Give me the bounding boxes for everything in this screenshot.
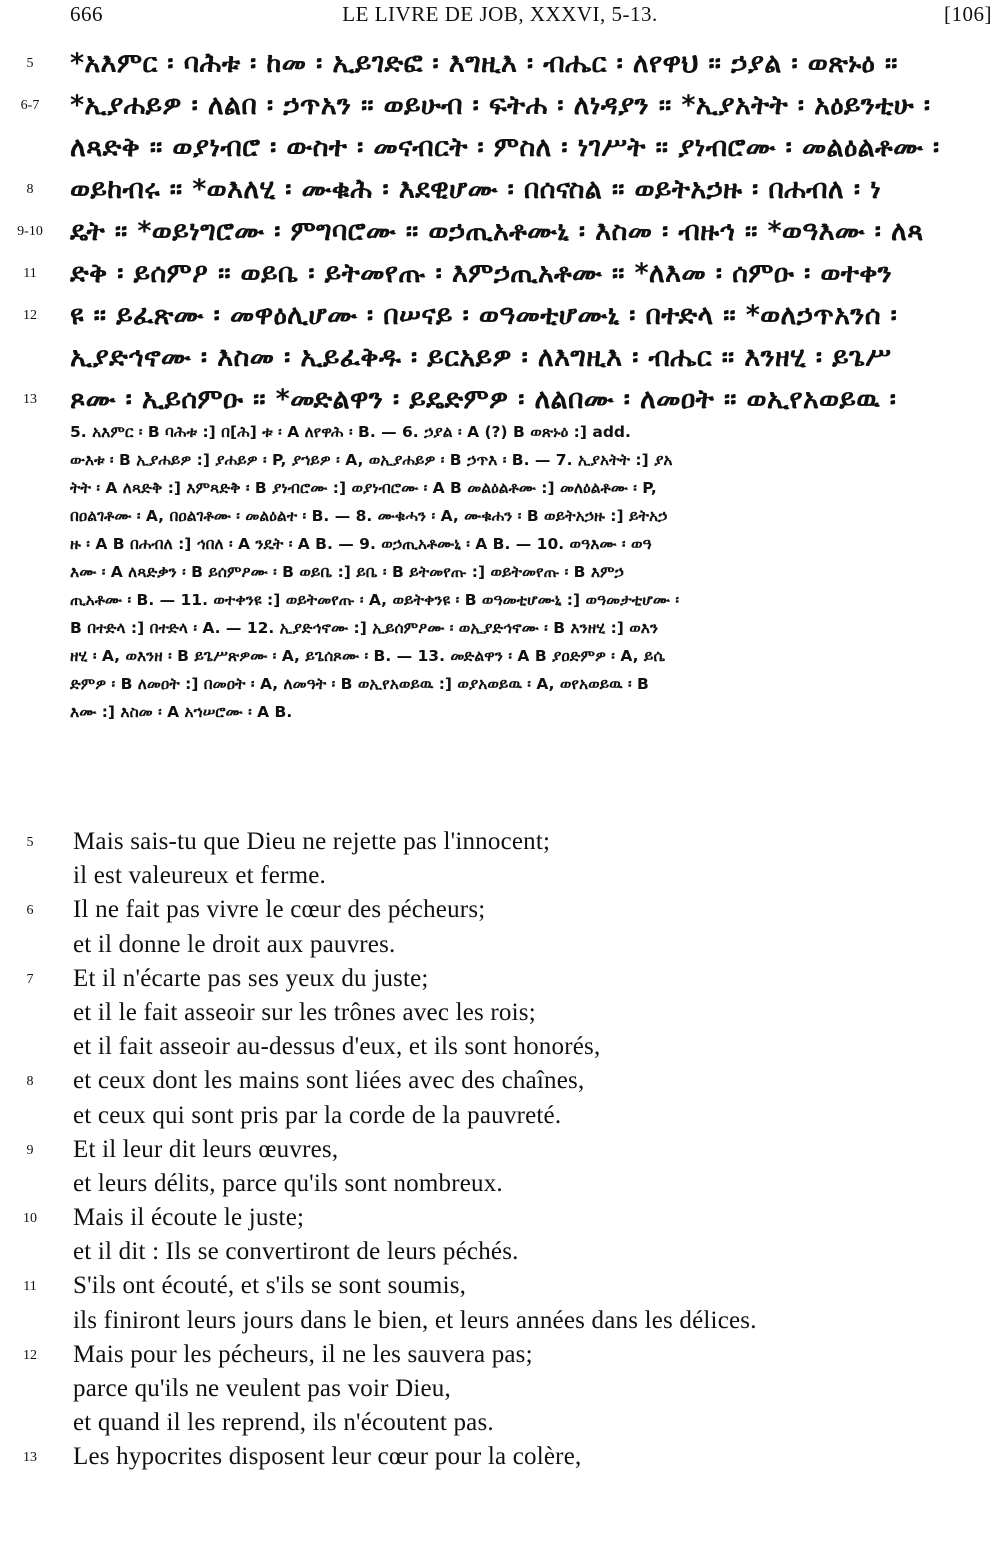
critical-apparatus <box>70 423 996 731</box>
ethiopic-line-text: ዩ ። ይፈጽሙ ፡ መዋዕሊሆሙ ፡ በሠናይ ፡ ወዓመቲሆሙኒ ፡ በተድላ ። *ወለኃጥአንሰ ፡ <box>70 300 898 331</box>
translation-line-text: Et il n'écarte pas ses yeux du juste; <box>73 964 429 992</box>
translation-line-text: Et il leur dit leurs œuvres, <box>73 1135 339 1163</box>
translation-line-text: parce qu'ils ne veulent pas voir Dieu, <box>73 1375 451 1402</box>
verse-number: 5 <box>26 835 34 850</box>
apparatus-line: ዙ ፡ A B በሐብለ :] ኅበለ ፡ A ንዴት ፡ A B. — 9. ወኃጢአቶሙኒ ፡ A B. — 10. ወዓእሙ ፡ ወዓ <box>70 535 652 553</box>
translation-line <box>0 999 1000 1033</box>
ethiopic-line-text: *አእምር ፡ ባሕቱ ፡ ከመ ፡ ኢይገድፎ ፡ እግዚእ ፡ ብሔር ፡ ለየዋህ ። ኃያል ፡ ወጽኑዕ ። <box>70 48 898 79</box>
translation-line-text: et ceux qui sont pris par la corde de la pauvreté. <box>73 1101 562 1129</box>
line-verse-number: 5 <box>26 56 34 71</box>
line-verse-number: 6-7 <box>20 98 40 113</box>
apparatus-line: 5. አእምር ፡ B ባሕቱ :] በ[ሕ] ቱ ፡ A ለየዋሕ ፡ B. — 6. ኃያል ፡ A (?) B ወጽኑዕ :] add. <box>70 423 631 441</box>
ethiopic-line <box>0 298 1000 340</box>
translation-line <box>0 1170 1000 1204</box>
translation-line <box>0 965 1000 999</box>
ethiopic-line-text: ለጻድቅ ። ወያነብሮ ፡ ውስተ ፡ መናብርት ፡ ምስለ ፡ ነገሥት ። ያነብሮሙ ፡ መልዕልቶሙ ፡ <box>70 132 940 163</box>
ethiopic-line <box>0 130 1000 172</box>
ethiopic-line-text: ኢያድኅኖሙ ፡ እስመ ፡ ኢይፈቅዱ ፡ ይርአይዎ ፡ ለእግዚእ ፡ ብሔር ። እንዘሂ ፡ ይጌሥ <box>70 342 892 373</box>
translation-line-text: Il ne fait pas vivre le cœur des pécheurs; <box>73 896 486 924</box>
translation-line <box>0 1307 1000 1341</box>
ethiopic-line-text: *ኢያሐይዎ ፡ ለልበ ፡ ኃጥአን ። ወይሁብ ፡ ፍትሐ ፡ ለነዳያን ። *ኢያአትት ፡ አዕይንቲሁ ፡ <box>70 90 931 121</box>
apparatus-line: ድምዎ ፡ B ለመዐት :] በመዐት ፡ A, ለመዓት ፡ B ወኢየአወይዉ :] ወያአወይዉ ፡ A, ወየአወይዉ ፡ B <box>70 675 649 693</box>
ethiopic-line-text: ወይከብሩ ። *ወእለሂ ፡ ሙቁሕ ፡ እደዊሆሙ ፡ በሰናስል ። ወይትአኃዙ ፡ በሐብለ ፡ ነ <box>70 174 882 205</box>
translation-line-text: Mais pour les pécheurs, il ne les sauvera pas; <box>73 1340 533 1368</box>
translation-line <box>0 862 1000 896</box>
apparatus-line: በዐልገቶሙ ፡ A, በዐልገቶሙ ፡ መልዕልተ ፡ B. — 8. ሙቁሓን ፡ A, ሙቁሐን ፡ B ወይትአኃዙ :] ይትአኃ <box>70 507 668 525</box>
ethiopic-line <box>0 46 1000 88</box>
translation-line-text: et quand il les reprend, ils n'écoutent pas. <box>73 1409 494 1437</box>
translation-line-text: et il fait asseoir au-dessus d'eux, et ils sont honorés, <box>73 1033 601 1061</box>
translation-line-text: et il le fait asseoir sur les trônes avec les rois; <box>73 998 536 1026</box>
translation-line-text: et il donne le droit aux pauvres. <box>73 930 396 958</box>
apparatus-line: B በተድላ :] በተድላ ፡ A. — 12. ኢያድኅኖሙ :] ኢይሰምዖሙ ፡ ወኢያድኅኖሙ ፡ B እንዘሂ :] ወእን <box>70 619 659 637</box>
ethiopic-text-block <box>0 46 1000 424</box>
line-verse-number: 8 <box>26 182 34 197</box>
verse-number: 7 <box>26 971 34 987</box>
apparatus-line: ዘሂ ፡ A, ወእንዘ ፡ B ይጌሥጽዎሙ ፡ A, ይጌሰጾሙ ፡ B. — 13. መድልዋን ፡ A B ያዐድምዎ ፡ A, ይሴ <box>70 647 665 665</box>
translation-line <box>0 1375 1000 1409</box>
line-verse-number: 9-10 <box>17 224 43 239</box>
translation-line-text: S'ils ont écouté, et s'ils se sont soumis, <box>73 1272 467 1300</box>
verse-number: 8 <box>26 1074 34 1090</box>
translation-line <box>0 896 1000 930</box>
page-header <box>0 2 1000 32</box>
translation-line-text: ils finiront leurs jours dans le bien, et leurs années dans les délices. <box>73 1306 757 1334</box>
translation-line-text: et leurs délits, parce qu'ils sont nombreux. <box>73 1169 503 1197</box>
translation-line <box>0 1409 1000 1443</box>
ethiopic-line <box>0 88 1000 130</box>
ethiopic-line <box>0 340 1000 382</box>
verse-number: 11 <box>23 1279 37 1295</box>
translation-line <box>0 1102 1000 1136</box>
translation-line <box>0 1067 1000 1101</box>
apparatus-line: እሙ :] እስመ ፡ A አኀሠሮሙ ፡ A B. <box>70 703 293 721</box>
french-translation-block <box>0 828 1000 1478</box>
ethiopic-line-text: ድቅ ፡ ይሰምዖ ። ወይቤ ፡ ይትመየጡ ፡ እምኃጢአቶሙ ። *ለእመ ፡ ሰምዑ ፡ ወተቀን <box>70 258 893 289</box>
translation-line <box>0 1204 1000 1238</box>
ethiopic-line <box>0 382 1000 424</box>
verse-number: 10 <box>23 1211 37 1227</box>
apparatus-line: እሙ ፡ A ለጻድቃን ፡ B ይሰምዖሙ ፡ B ወይቤ :] ይቤ ፡ B ይትመየጡ :] ወይትመየጡ ፡ B እምኃ <box>70 563 624 581</box>
translation-line <box>0 1033 1000 1067</box>
line-verse-number: 13 <box>23 392 37 407</box>
translation-line <box>0 1136 1000 1170</box>
apparatus-line: ጢአቶሙ ፡ B. — 11. ወተቀንዩ :] ወይትመየጡ ፡ A, ወይትቀንዩ ፡ B ወዓመቲሆሙኒ :] ወዓመታቲሆሙ ፡ <box>70 591 679 609</box>
ethiopic-line <box>0 214 1000 256</box>
verse-number: 9 <box>26 1142 34 1158</box>
translation-line-text: il est valeureux et ferme. <box>73 862 327 890</box>
verse-number: 6 <box>26 903 34 919</box>
translation-line <box>0 828 1000 862</box>
line-verse-number: 11 <box>23 266 37 281</box>
translation-line <box>0 1272 1000 1306</box>
ethiopic-line <box>0 172 1000 214</box>
translation-line-text: Les hypocrites disposent leur cœur pour la colère, <box>73 1443 582 1471</box>
running-title: LE LIVRE DE JOB, XXXVI, 5-13. <box>342 2 658 26</box>
apparatus-line: ውእቱ ፡ B ኢያሐይዎ :] ያሐይዎ ፡ P, ያኀይዎ ፡ A, ወኢያሐይዎ ፡ B ኃጥእ ፡ B. — 7. ኢያአትት :] ያአ <box>70 451 673 469</box>
translation-line-text: Mais sais-tu que Dieu ne rejette pas l'innocent; <box>73 828 551 855</box>
verse-number: 12 <box>23 1347 37 1363</box>
translation-line <box>0 1443 1000 1477</box>
translation-line-text: Mais il écoute le juste; <box>73 1204 305 1232</box>
ethiopic-line-text: ጾሙ ፡ ኢይሰምዑ ። *መድልዋን ፡ ይዴድምዎ ፡ ለልበሙ ፡ ለመዐት ። ወኢየአወይዉ ፡ <box>70 384 897 415</box>
translation-line <box>0 1238 1000 1272</box>
page-number: 666 <box>70 2 103 26</box>
ethiopic-line <box>0 256 1000 298</box>
line-verse-number: 12 <box>23 308 37 323</box>
translation-line <box>0 931 1000 965</box>
apparatus-line: ትት ፡ A ለጻድቅ :] እምጻድቅ ፡ B ያነብሮሙ :] ወያነብሮሙ ፡ A B መልዕልቶሙ :] መለዕልቶሙ ፡ P, <box>70 479 657 497</box>
bracket-page-number: [106] <box>944 2 992 26</box>
ethiopic-line-text: ዴት ። *ወይነግሮሙ ፡ ምግባሮሙ ። ወኃጢአቶሙኒ ፡ እስመ ፡ ብዙኅ ። *ወዓእሙ ፡ ለጻ <box>70 216 924 247</box>
translation-line-text: et il dit : Ils se convertiront de leurs péchés. <box>73 1238 519 1266</box>
verse-number: 13 <box>23 1450 37 1466</box>
translation-line <box>0 1341 1000 1375</box>
translation-line-text: et ceux dont les mains sont liées avec des chaînes, <box>73 1067 585 1095</box>
